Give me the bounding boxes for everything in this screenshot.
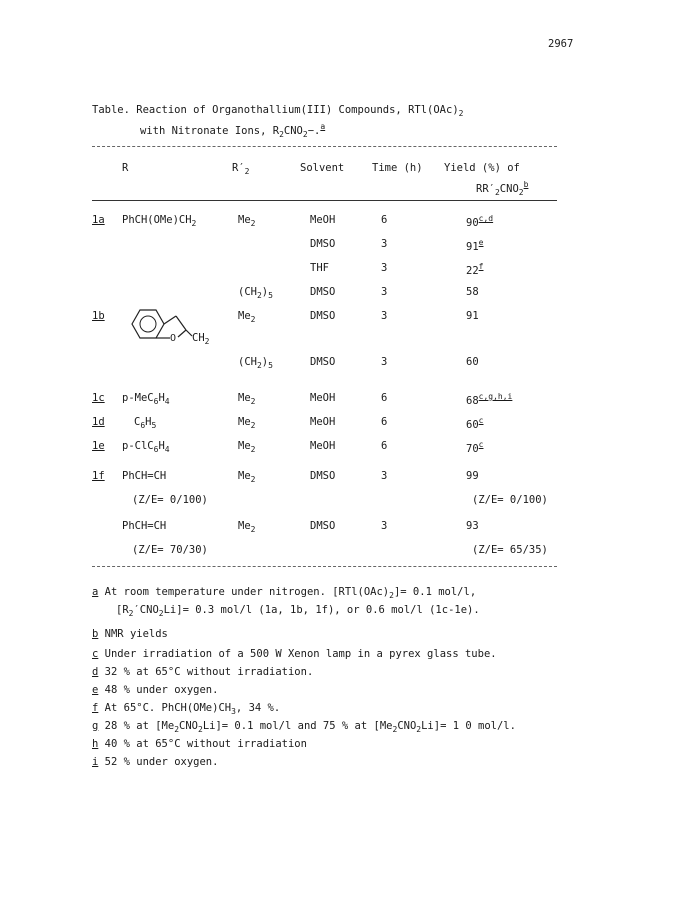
- row-id: 1f: [92, 470, 105, 482]
- row-r: $PhCH(OMe)CH_2$: [122, 214, 197, 228]
- footnote-h: h 40 % at 65°C without irradiation: [92, 738, 307, 750]
- footnote-c: c Under irradiation of a 500 W Xenon lamp in a pyrex glass tube.: [92, 648, 497, 660]
- page-number: 2967: [548, 38, 574, 50]
- header-yield: Yield (%) of: [444, 162, 520, 174]
- header-yield-product: $RR'_2CNO_2^b$: [476, 180, 529, 197]
- row-time: 6: [381, 214, 388, 226]
- row-solvent: DMSO: [310, 286, 336, 298]
- row-yield: 90$^{c,d}$: [466, 214, 494, 229]
- table-caption-line1: Table. Reaction of Organothallium(III) Compounds, $RTl(OAc)_2$: [92, 104, 464, 118]
- row-yield: 93: [466, 520, 479, 532]
- row-yield: 60: [466, 356, 479, 368]
- footnote-f: f At 65°C. $PhCH(OMe)CH_3$, 34 %.: [92, 702, 281, 716]
- row-time: 6: [381, 392, 388, 404]
- row-solvent: DMSO: [310, 470, 336, 482]
- footnote-i: i 52 % under oxygen.: [92, 756, 219, 768]
- header-r2: $R'_2$: [232, 162, 250, 176]
- row-id: 1b: [92, 310, 105, 322]
- row-solvent: THF: [310, 262, 329, 274]
- footnote-a: a At room temperature under nitrogen. $[RTl(OAc)_2]= 0.1$ mol/l,: [92, 586, 477, 600]
- row-solvent: MeOH: [310, 416, 336, 428]
- table-caption-line2: with Nitronate Ions, $R_2CNO_2-.^a$: [140, 122, 326, 139]
- row-solvent: DMSO: [310, 520, 336, 532]
- row-r: $p-ClC_6H_4$: [122, 440, 170, 454]
- row-yield: 22$^f$: [466, 262, 484, 277]
- row-r2: $(CH_2)_5$: [238, 286, 273, 300]
- row-yield: 99: [466, 470, 479, 482]
- row-time: 3: [381, 238, 388, 250]
- header-time: Time (h): [372, 162, 423, 174]
- row-r2: $Me_2$: [238, 214, 256, 228]
- row-r2: $Me_2$: [238, 416, 256, 430]
- footnote-e: e 48 % under oxygen.: [92, 684, 219, 696]
- row-r: $p-MeC_6H_4$: [122, 392, 170, 406]
- footnote-a-cont: $[R_2'CNO_2Li]= 0.3$ mol/l (1a, 1b, 1f), or 0.6 mol/l (1c-1e).: [116, 604, 480, 618]
- row-yield-ratio: (Z/E= 0/100): [472, 494, 548, 506]
- row-solvent: MeOH: [310, 392, 336, 404]
- row-r2: $Me_2$: [238, 440, 256, 454]
- row-solvent: DMSO: [310, 310, 336, 322]
- row-id: 1c: [92, 392, 105, 404]
- row-yield: 91e: [466, 238, 484, 253]
- row-id: 1a: [92, 214, 105, 226]
- row-r: $CH_2$: [192, 332, 210, 346]
- row-r: $C_6H_5$: [134, 416, 157, 430]
- table-bottom-rule: [92, 566, 557, 567]
- row-solvent: DMSO: [310, 356, 336, 368]
- row-time: 3: [381, 356, 388, 368]
- footnote-d: d 32 % at 65°C without irradiation.: [92, 666, 314, 678]
- row-yield: 60$^c$: [466, 416, 484, 431]
- row-solvent: DMSO: [310, 238, 336, 250]
- row-r2: $Me_2$: [238, 392, 256, 406]
- svg-text:O: O: [170, 333, 177, 344]
- row-r2: $Me_2$: [238, 520, 256, 534]
- row-time: 6: [381, 440, 388, 452]
- row-yield: 68$^{c,g,h,i}$: [466, 392, 513, 407]
- header-rule: [92, 200, 557, 201]
- header-solvent: Solvent: [300, 162, 345, 174]
- row-r2: $Me_2$: [238, 470, 256, 484]
- table-top-rule: [92, 146, 557, 147]
- row-yield-ratio: (Z/E= 65/35): [472, 544, 548, 556]
- row-yield: 70$^c$: [466, 440, 484, 455]
- row-r: PhCH=CH: [122, 470, 167, 482]
- row-yield: 91: [466, 310, 479, 322]
- row-time: 3: [381, 310, 388, 322]
- row-yield: 58: [466, 286, 479, 298]
- row-time: 3: [381, 520, 388, 532]
- row-time: 6: [381, 416, 388, 428]
- row-r2: $(CH_2)_5$: [238, 356, 273, 370]
- header-r: R: [122, 162, 129, 174]
- row-time: 3: [381, 286, 388, 298]
- row-r-ratio: (Z/E= 70/30): [132, 544, 208, 556]
- row-r: PhCH=CH: [122, 520, 167, 532]
- footnote-b: b NMR yields: [92, 628, 168, 640]
- row-id: 1e: [92, 440, 105, 452]
- row-r-ratio: (Z/E= 0/100): [132, 494, 208, 506]
- row-r2: $Me_2$: [238, 310, 256, 324]
- row-solvent: MeOH: [310, 214, 336, 226]
- footnote-g: g 28 % at $[Me_2CNO_2Li]= 0.1$ mol/l and 75 % at $[Me_2CNO_2Li]= 1$ 0 mol/l.: [92, 720, 516, 734]
- row-solvent: MeOH: [310, 440, 336, 452]
- row-id: 1d: [92, 416, 105, 428]
- row-time: 3: [381, 262, 388, 274]
- row-time: 3: [381, 470, 388, 482]
